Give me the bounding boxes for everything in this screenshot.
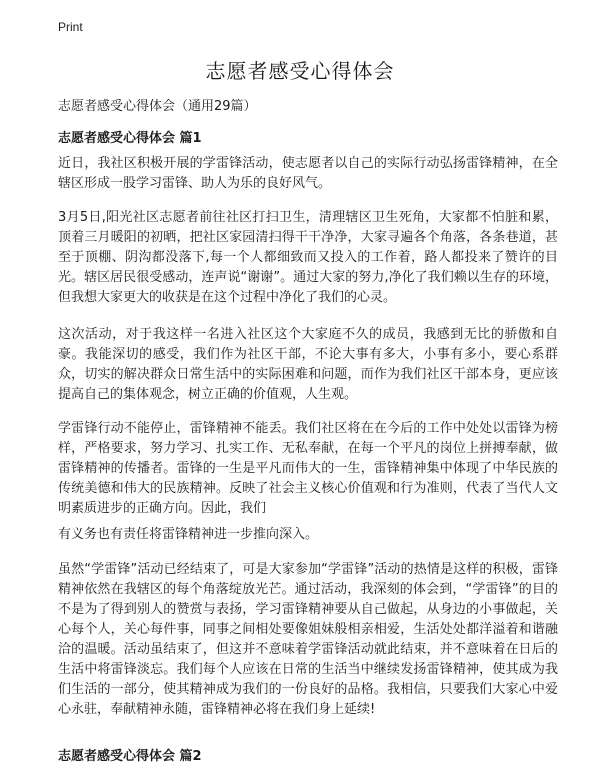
paragraph: 这次活动，对于我这样一名进入社区这个大家庭不久的成员，我感到无比的骄傲和自豪。我能深切的感受，我们作为社区干部，不论大事有多大，小事有多小，要心系群众，切实的解决群众日常生活中的实际困难和问题，而作为我们社区干部本身，更应该提高自己的集体观念，树立正确的价值观，人生观。 xyxy=(58,327,558,402)
section-heading-1: 志愿者感受心得体会 篇1 xyxy=(58,131,202,146)
paragraph: 近日，我社区积极开展的学雷锋活动，使志愿者以自己的实际行动弘扬雷锋精神，在全辖区形成一股学习雷锋、助人为乐的良好风气。 xyxy=(58,156,558,191)
paragraph: 3月5日,阳光社区志愿者前往社区打扫卫生，清理辖区卫生死角，大家都不怕脏和累，顶着三月暖阳的初晒，把社区家园清扫得干干净净，大家寻遍各个角落，各条巷道，甚至于顶棚、阴沟都没落下,每一个人都细致而又投入的工作着，路人都投来了赞许的目光。辖区居民很受感动，连声说“谢谢”。通过大家的努力,净化了我们赖以生存的环境，但我想大家更大的收获是在这个过程中净化了我们的心灵。 xyxy=(58,210,558,305)
section-heading-2: 志愿者感受心得体会 篇2 xyxy=(58,749,202,764)
page-title: 志愿者感受心得体会 xyxy=(205,59,395,83)
print-link[interactable]: Print xyxy=(58,20,83,34)
paragraph: 学雷锋行动不能停止，雷锋精神不能丢。我们社区将在在今后的工作中处处以雷锋为榜样，严格要求，努力学习、扎实工作、无私奉献，在每一个平凡的岗位上拼搏奉献，做雷锋精神的传播者。雷锋的一生是平凡而伟大的一生，雷锋精神集中体现了中华民族的传统美德和伟大的民族精神。反映了社会主义核心价值观和行为准则，代表了当代人文明素质进步的正确方向。因此，我们 xyxy=(58,421,558,516)
document-subtitle: 志愿者感受心得体会（通用29篇） xyxy=(58,99,257,114)
paragraph: 有义务也有责任将雷锋精神进一步推向深入。 xyxy=(58,527,319,542)
paragraph: 虽然“学雷锋”活动已经结束了，可是大家参加“学雷锋”活动的热情是这样的积极，雷锋精神依然在我辖区的每个角落绽放光芒。通过活动，我深刻的体会到，“学雷锋”的目的不是为了得到别人的赞赏与表扬，学习雷锋精神要从自己做起，从身边的小事做起，关心每个人，关心每件事，同事之间相处要像姐妹般相亲相爱，生活处处都洋溢着和谐融洽的温暖。活动虽结束了，但这并不意味着学雷锋活动就此结束，并不意味着在日后的生活中将雷锋淡忘。我们每个人应该在日常的生活当中继续发扬雷锋精神，使其成为我们生活的一部分，使其精神成为我们的一份良好的品格。我相信，只要我们大家心中爱心永驻，奉献精神永随，雷锋精神必将在我们身上延续! xyxy=(58,562,558,717)
